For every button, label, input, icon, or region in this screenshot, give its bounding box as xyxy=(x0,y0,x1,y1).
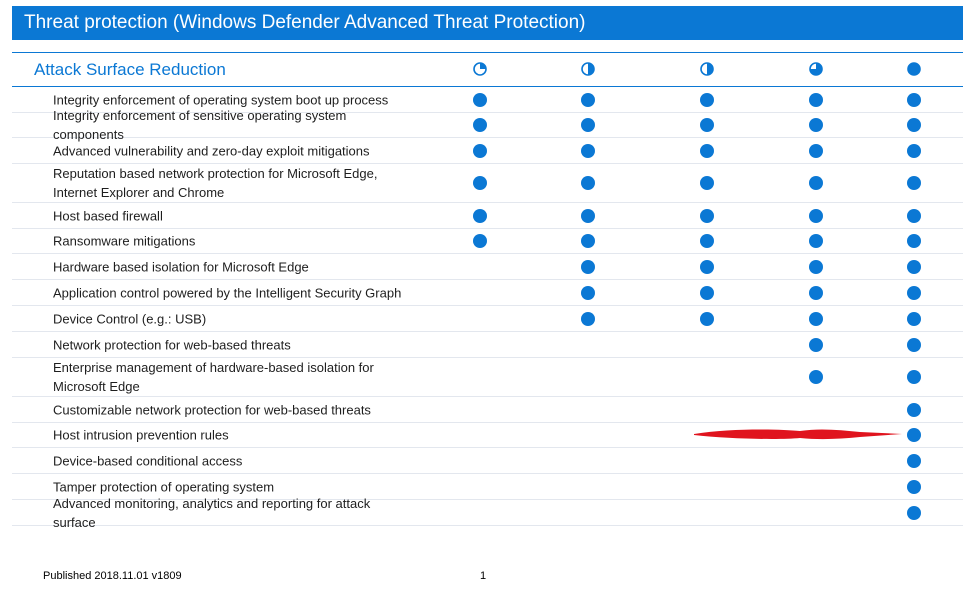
three-quarter-filled-circle-icon xyxy=(809,62,823,76)
feature-label: Host based firewall xyxy=(53,208,163,223)
full-circle-icon xyxy=(700,209,714,223)
full-circle-icon xyxy=(907,234,921,248)
full-circle-icon xyxy=(581,209,595,223)
feature-label: Host intrusion prevention rules xyxy=(53,427,229,443)
feature-label: Hardware based isolation for Microsoft Edge xyxy=(53,259,309,274)
feature-label: Advanced vulnerability and zero-day exploit mitigations xyxy=(53,143,370,158)
full-circle-icon xyxy=(907,428,921,442)
table-row xyxy=(12,138,963,164)
full-circle-icon xyxy=(907,62,921,76)
full-circle-icon xyxy=(473,93,487,107)
footer-published: Published 2018.11.01 v1809 xyxy=(43,570,182,582)
full-circle-icon xyxy=(907,176,921,190)
feature-label: Device-based conditional access xyxy=(53,453,243,468)
full-circle-icon xyxy=(700,260,714,274)
full-circle-icon xyxy=(809,176,823,190)
full-circle-icon xyxy=(581,286,595,300)
full-circle-icon xyxy=(907,403,921,417)
feature-label: Enterprise management of hardware-based isolation for Microsoft Edge xyxy=(53,360,374,394)
feature-label: Integrity enforcement of sensitive operating system components xyxy=(53,108,347,142)
feature-label: Ransomware mitigations xyxy=(53,233,196,249)
full-circle-icon xyxy=(809,260,823,274)
full-circle-icon xyxy=(907,454,921,468)
banner-title: Threat protection (Windows Defender Advanced Threat Protection) xyxy=(24,12,586,33)
full-circle-icon xyxy=(907,286,921,300)
full-circle-icon xyxy=(809,312,823,326)
full-circle-icon xyxy=(581,144,595,158)
feature-table xyxy=(12,87,963,530)
full-circle-icon xyxy=(473,209,487,223)
table-row xyxy=(12,448,963,474)
full-circle-icon xyxy=(581,260,595,274)
full-circle-icon xyxy=(581,93,595,107)
full-circle-icon xyxy=(907,209,921,223)
feature-label: Integrity enforcement of operating system boot up process xyxy=(53,92,389,107)
full-circle-icon xyxy=(700,312,714,326)
red-arrow-annotation-icon xyxy=(690,424,905,444)
feature-label: Device Control (e.g.: USB) xyxy=(53,311,207,326)
section-divider-top xyxy=(12,52,963,53)
full-circle-icon xyxy=(809,338,823,352)
full-circle-icon xyxy=(907,144,921,158)
full-circle-icon xyxy=(907,370,921,384)
table-row xyxy=(12,108,963,142)
full-circle-icon xyxy=(907,506,921,520)
feature-label: Tamper protection of operating system xyxy=(53,479,275,494)
table-row xyxy=(12,280,963,306)
full-circle-icon xyxy=(809,118,823,132)
table-row xyxy=(12,164,963,203)
full-circle-icon xyxy=(700,234,714,248)
feature-label: Reputation based network protection for Microsoft Edge, Internet Explorer and Chrome xyxy=(53,166,378,200)
page-banner xyxy=(12,6,963,40)
table-row xyxy=(12,358,963,397)
table-row xyxy=(12,332,963,358)
full-circle-icon xyxy=(581,234,595,248)
full-circle-icon xyxy=(581,118,595,132)
table-row xyxy=(12,495,963,530)
full-circle-icon xyxy=(809,93,823,107)
full-circle-icon xyxy=(809,370,823,384)
full-circle-icon xyxy=(700,286,714,300)
full-circle-icon xyxy=(473,176,487,190)
section-title: Attack Surface Reduction xyxy=(34,60,226,79)
full-circle-icon xyxy=(907,312,921,326)
full-circle-icon xyxy=(581,176,595,190)
table-row xyxy=(12,306,963,332)
full-circle-icon xyxy=(907,93,921,107)
feature-label: Application control powered by the Intelligent Security Graph xyxy=(53,285,402,300)
feature-label: Network protection for web-based threats xyxy=(53,337,291,352)
full-circle-icon xyxy=(907,480,921,494)
full-circle-icon xyxy=(700,144,714,158)
full-circle-icon xyxy=(907,338,921,352)
full-circle-icon xyxy=(809,234,823,248)
table-row xyxy=(12,254,963,280)
footer-page-number: 1 xyxy=(480,570,487,582)
half-filled-circle-icon xyxy=(700,62,714,76)
full-circle-icon xyxy=(809,209,823,223)
full-circle-icon xyxy=(700,176,714,190)
full-circle-icon xyxy=(473,118,487,132)
table-row xyxy=(12,229,963,254)
full-circle-icon xyxy=(473,144,487,158)
table-row xyxy=(12,203,963,229)
full-circle-icon xyxy=(581,312,595,326)
full-circle-icon xyxy=(809,144,823,158)
full-circle-icon xyxy=(700,118,714,132)
feature-label: Advanced monitoring, analytics and reporting for attack surface xyxy=(53,495,371,530)
full-circle-icon xyxy=(473,234,487,248)
feature-label: Customizable network protection for web-based threats xyxy=(53,402,371,417)
full-circle-icon xyxy=(907,260,921,274)
quarter-filled-circle-icon xyxy=(473,62,487,76)
full-circle-icon xyxy=(907,118,921,132)
full-circle-icon xyxy=(700,93,714,107)
half-filled-circle-icon xyxy=(581,62,595,76)
table-row xyxy=(12,397,963,423)
full-circle-icon xyxy=(809,286,823,300)
